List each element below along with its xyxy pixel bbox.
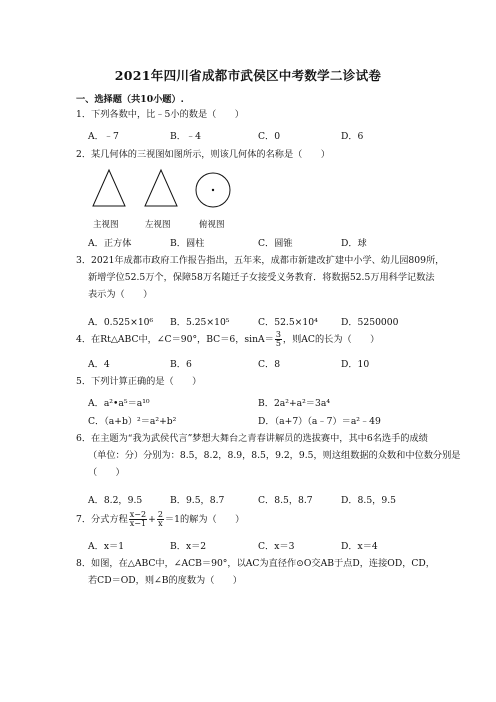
option-a: A．8.2，9.5 [88, 495, 143, 506]
question-8-line-1: 8．如图，在△ABC中，∠ACB＝90°，以AC为直径作⊙O交AB于点D，连接OD，CD， [76, 558, 435, 569]
plus-sign: + [148, 514, 156, 525]
question-6-line-2: （单位：分）分别为：8.5，8.2，8.9，8.5，9.2，9.5，则这组数据的众数和中位数分别是 [88, 450, 461, 461]
question-5-options-row-2 [88, 413, 448, 425]
question-3-line-3: 表示为（ ） [88, 289, 153, 300]
fraction-1-numerator: x−2 [129, 510, 147, 519]
fraction-1-denominator: x−1 [129, 519, 147, 528]
option-d: D．5250000 [341, 317, 399, 328]
option-c: C．x＝3 [258, 541, 295, 552]
fraction-denominator: 5 [275, 339, 281, 348]
question-1-options [88, 128, 448, 140]
question-1-stem: 1．下列各数中，比﹣5小的数是（ ） [76, 109, 244, 120]
option-c: C．8.5，8.7 [258, 495, 313, 506]
side-view-label: 左视图 [145, 220, 171, 230]
question-4-pre: 4．在Rt△ABC中，∠C＝90°，BC＝6，sinA＝ [76, 334, 274, 345]
option-d: D．（a+7）（a﹣7）＝a²﹣49 [258, 416, 381, 427]
side-view-triangle [145, 170, 177, 206]
option-b: B．9.5，8.7 [170, 495, 225, 506]
option-d: D．球 [341, 238, 367, 249]
question-4-options [88, 356, 448, 368]
question-3-line-1: 3．2021年成都市政府工作报告指出，五年来，成都市新建改扩建中小学、幼儿园809所， [76, 255, 445, 266]
question-4-post: ，则AC的长为（ ） [282, 334, 380, 345]
sine-fraction [275, 331, 282, 348]
question-8-line-2: 若CD＝OD，则∠B的度数为（ ） [88, 575, 242, 586]
three-views-figure [91, 166, 291, 230]
question-2-options [88, 235, 448, 247]
option-c: C．0 [258, 131, 281, 142]
option-a: A．﹣7 [88, 131, 119, 142]
option-b: B．2a²+a²＝3a⁴ [258, 398, 330, 409]
option-b: B．6 [170, 359, 192, 370]
option-b: B．﹣4 [170, 131, 201, 142]
option-d: D．x＝4 [341, 541, 378, 552]
option-c: C．圆锥 [258, 238, 293, 249]
fraction-2-numerator: 2 [157, 510, 163, 519]
question-7-stem [76, 511, 436, 528]
option-c: C．（a+b）²＝a²+b² [88, 416, 177, 427]
section-heading: 一、选择题（共10小题）. [76, 94, 184, 105]
option-c: C．8 [258, 359, 281, 370]
option-a: A．4 [88, 359, 110, 370]
front-view-label: 主视图 [93, 220, 119, 230]
top-view-label: 俯视图 [199, 220, 225, 230]
question-7-options [88, 538, 448, 550]
question-3-line-2: 新增学位52.5万个，保障58万名随迁子女接受义务教育．将数据52.5万用科学记数法 [88, 272, 435, 283]
fraction-2 [157, 511, 164, 528]
question-8-stem [76, 557, 436, 588]
option-a: A．正方体 [88, 238, 132, 249]
option-b: B．圆柱 [170, 238, 205, 249]
question-6-line-1: 6．在主题为“我为武侯代言”梦想大舞台之青春讲解员的选拔赛中，其中6名选手的成绩 [76, 433, 428, 444]
question-5-stem: 5．下列计算正确的是（ ） [76, 376, 202, 387]
question-2-stem: 2．某几何体的三视图如图所示，则该几何体的名称是（ ） [76, 149, 330, 160]
top-view-center-dot [212, 189, 214, 191]
question-3-stem [76, 254, 445, 302]
question-7-post: ＝1的解为（ ） [164, 514, 245, 525]
front-view-triangle [93, 170, 125, 206]
option-d: D．6 [341, 131, 364, 142]
option-b: B．x＝2 [170, 541, 207, 552]
option-a: A．0.525×10⁶ [88, 317, 154, 328]
question-4-stem [76, 331, 436, 348]
fraction-numerator: 3 [275, 330, 281, 339]
question-3-options [88, 314, 448, 326]
option-c: C．52.5×10⁴ [258, 317, 318, 328]
question-5-options-row-1 [88, 395, 448, 407]
question-7-pre: 7．分式方程 [76, 514, 128, 525]
three-views-drawing [91, 166, 291, 218]
page-title: 2021年四川省成都市武侯区中考数学二诊试卷 [114, 68, 382, 83]
fraction-1 [129, 511, 147, 528]
option-a: A．x＝1 [88, 541, 125, 552]
option-d: D．10 [341, 359, 370, 370]
option-a: A．a²•a⁵＝a¹⁰ [88, 398, 150, 409]
question-6-line-3: （ ） [88, 467, 125, 478]
option-d: D．8.5，9.5 [341, 495, 396, 506]
fraction-2-denominator: x [158, 519, 163, 528]
question-6-stem [76, 432, 461, 480]
option-b: B．5.25×10⁵ [170, 317, 230, 328]
question-6-options [88, 492, 448, 504]
